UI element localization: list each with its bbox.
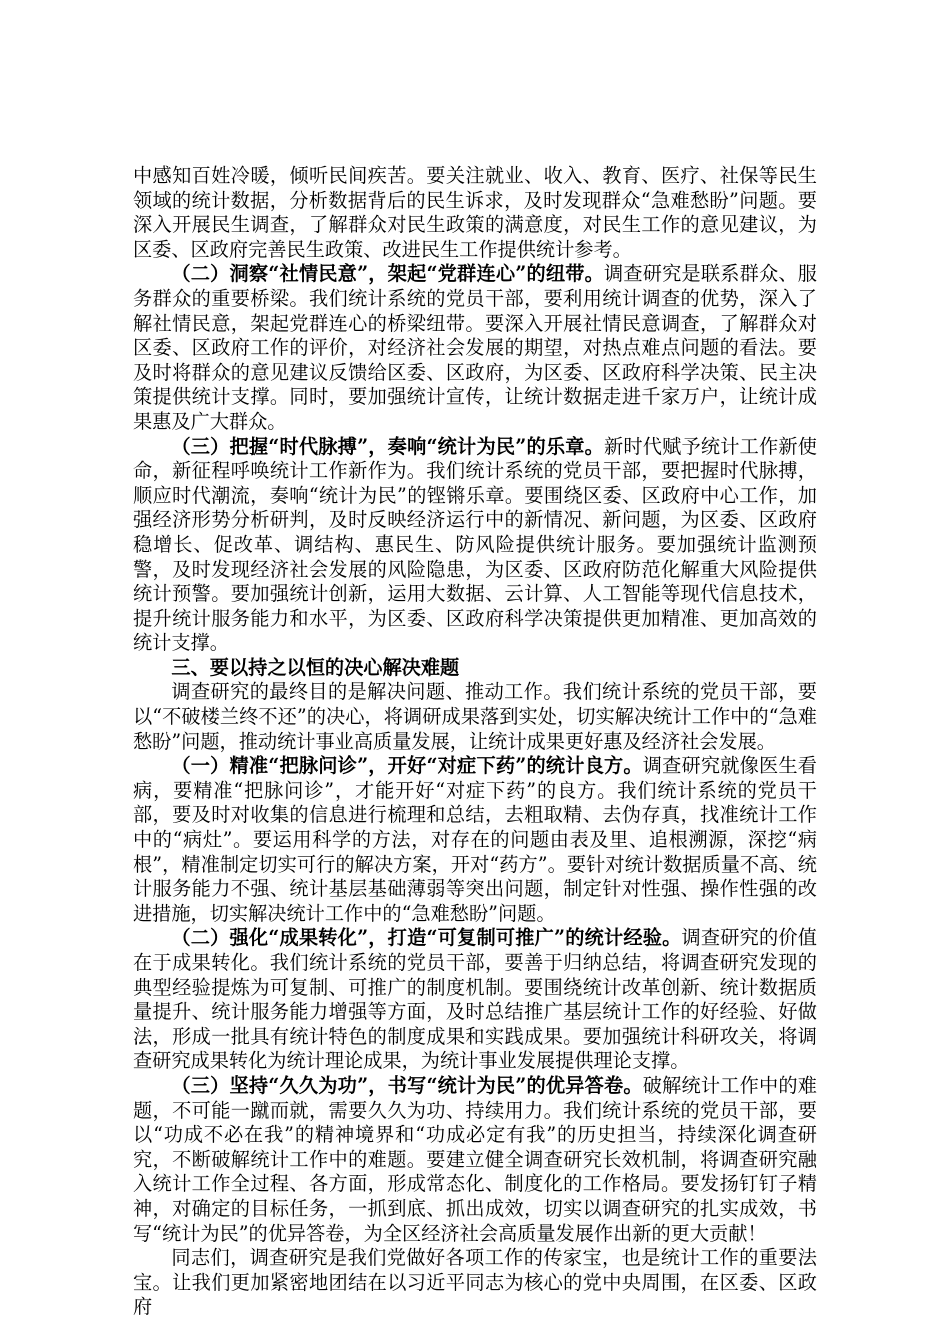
paragraph-diagnosis (133, 754, 817, 926)
paragraph-lead: （三）坚持“久久为功”，书写“统计为民”的优异答卷。 (171, 1073, 643, 1097)
paragraph-text: 新时代赋予统计工作新使命，新征程呼唤统计工作新作为。我们统计系统的党员干部，要把握时代脉搏，顺应时代潮流，奏响“统计为民”的铿锵乐章。要围绕区委、区政府中心工作，加强经济形势分析研判，及时反映经济运行中的新情况、新问题，为区委、区政府稳增长、促改革、调结构、惠民生、防风险提供统计服务。要加强统计监测预警，及时发现经济社会发展的风险隐患，为区委、区政府防范化解重大风险提供统计预警。要加强统计创新，运用大数据、云计算、人工智能等现代信息技术，提升统计服务能力和水平，为区委、区政府科学决策提供更加精准、更加高效的统计支撑。 (133, 434, 817, 655)
document-page (133, 164, 817, 1320)
paragraph-lead: （二）洞察“社情民意”，架起“党群连心”的纽带。 (171, 262, 604, 286)
paragraph-text: 调查研究的价值在于成果转化。我们统计系统的党员干部，要善于归纳总结，将调查研究发现的典型经验提炼为可复制、可推广的制度机制。要围绕统计改革创新、统计数据质量提升、统计服务能力增强等方面，及时总结推广基层统计工作的好经验、好做法，形成一批具有统计特色的制度成果和实践成果。要加强统计科研攻关，将调查研究成果转化为统计理论成果，为统计事业发展提供理论支撑。 (133, 926, 817, 1073)
paragraph-text: 调查研究就像医生看病，要精准“把脉问诊”，才能开好“对症下药”的良方。我们统计系统的党员干部，要及时对收集的信息进行梳理和总结，去粗取精、去伪存真，找准统计工作中的“病灶”。要运用科学的方法，对存在的问题由表及里、追根溯源，深挖“病根”，精准制定切实可行的解决方案，开对“药方”。要针对统计数据质量不高、统计服务能力不强、统计基层基础薄弱等突出问题，制定针对性强、操作性强的改进措施，切实解决统计工作中的“急难愁盼”问题。 (133, 754, 817, 925)
paragraph-solve-problems-intro (133, 680, 817, 754)
paragraph-text: 调查研究是联系群众、服务群众的重要桥梁。我们统计系统的党员干部，要利用统计调查的优势，深入了解社情民意，架起党群连心的桥梁纽带。要深入开展社情民意调查，了解群众对区委、区政府工作的评价，对经济社会发展的期望，对热点难点问题的看法。要及时将群众的意见建议反馈给区委、区政府，为区委、区政府科学决策、民主决策提供统计支撑。同时，要加强统计宣传，让统计数据走进千家万户，让统计成果惠及广大群众。 (133, 262, 817, 433)
paragraph-closing (133, 1246, 817, 1320)
paragraph-text: 同志们，调查研究是我们党做好各项工作的传家宝，也是统计工作的重要法宝。让我们更加紧密地团结在以习近平同志为核心的党中央周围，在区委、区政府 (133, 1246, 817, 1319)
paragraph-persistence (133, 1074, 817, 1246)
paragraph-text: 中感知百姓冷暖，倾听民间疾苦。要关注就业、收入、教育、医疗、社保等民生领域的统计数据，分析数据背后的民生诉求，及时发现群众“急难愁盼”问题。要深入开展民生调查，了解群众对民生政策的满意度，对民生工作的意见建议，为区委、区政府完善民生政策、改进民生工作提供统计参考。 (133, 164, 817, 261)
section-heading-three: 三、要以持之以恒的决心解决难题 (171, 655, 460, 679)
paragraph-lead: （三）把握“时代脉搏”，奏响“统计为民”的乐章。 (171, 434, 604, 458)
paragraph-achievement-transformation (133, 926, 817, 1074)
paragraph-lead: （一）精准“把脉问诊”，开好“对症下药”的统计良方。 (171, 754, 643, 778)
paragraph-public-opinion (133, 262, 817, 434)
paragraph-text: 破解统计工作中的难题，不可能一蹴而就，需要久久为功、持续用力。我们统计系统的党员干部，要以“功成不必在我”的精神境界和“功成必定有我”的历史担当，持续深化调查研究，不断破解统计工作中的难题。要建立健全调查研究长效机制，将调查研究融入统计工作全过程、各方面，形成常态化、制度化的工作格局。要发扬钉钉子精神，对确定的目标任务，一抓到底、抓出成效，切实以调查研究的扎实成效，书写“统计为民”的优异答卷，为全区经济社会高质量发展作出新的更大贡献！ (133, 1073, 817, 1245)
paragraph-livelihood-continued (133, 164, 817, 262)
paragraph-era-pulse (133, 435, 817, 656)
paragraph-lead: （二）强化“成果转化”，打造“可复制可推广”的统计经验。 (171, 926, 682, 950)
paragraph-text: 调查研究的最终目的是解决问题、推动工作。我们统计系统的党员干部，要以“不破楼兰终不还”的决心，将调研成果落到实处，切实解决统计工作中的“急难愁盼”问题，推动统计事业高质量发展，让统计成果更好惠及经济社会发展。 (133, 680, 817, 753)
